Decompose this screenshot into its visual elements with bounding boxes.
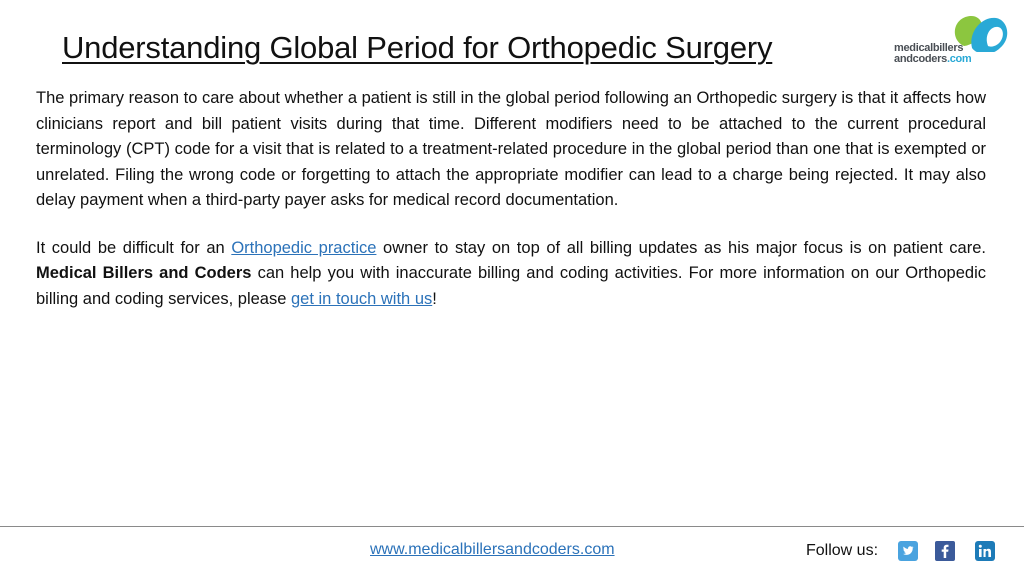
logo-text-line2-suffix: .com [946,53,972,65]
linkedin-icon[interactable] [975,541,995,561]
website-link[interactable]: www.medicalbillersandcoders.com [370,541,615,558]
paragraph-2 [36,236,986,313]
follow-us-label: Follow us: [806,542,879,559]
paragraph-2-part-2: owner to stay on top of all billing updates as his major focus is on patient care. [376,238,986,257]
company-name-bold: Medical Billers and Coders [36,264,252,282]
facebook-icon[interactable] [935,541,955,561]
get-in-touch-link[interactable]: get in touch with us [291,289,433,308]
logo-text-line2 [894,54,971,65]
paragraph-1: The primary reason to care about whether a patient is still in the global period following an Orthopedic surgery is that it affects how clinicians report and bill patient visits during that time. Different modifiers need to be attached to the current procedural terminology (CPT) code for a visit that is related to a treatment-related procedure in the global period than one that is exempted or unrelated. Filing the wrong code or forgetting to attach the appropriate modifier can lead to a charge being rejected. It may also delay payment when a third-party payer asks for medical record documentation. [36,89,986,209]
logo-text-line1: medicalbillers [894,42,964,54]
footer-divider [0,526,1024,527]
company-logo[interactable] [890,12,1015,74]
logo-text [894,43,971,65]
paragraph-2-part-4: ! [432,289,437,308]
page-title: Understanding Global Period for Orthopedic Surgery [62,30,773,65]
logo-text-line2-main: andcoders [894,53,947,65]
paragraph-2-part-3: can help you with inaccurate billing and coding activities. For more information on our Orthopedic billing and coding services, please [36,264,986,308]
twitter-icon[interactable] [898,541,918,561]
body-text [36,86,986,334]
paragraph-2-part-1: It could be difficult for an [36,238,232,257]
orthopedic-practice-link[interactable]: Orthopedic practice [231,238,377,257]
